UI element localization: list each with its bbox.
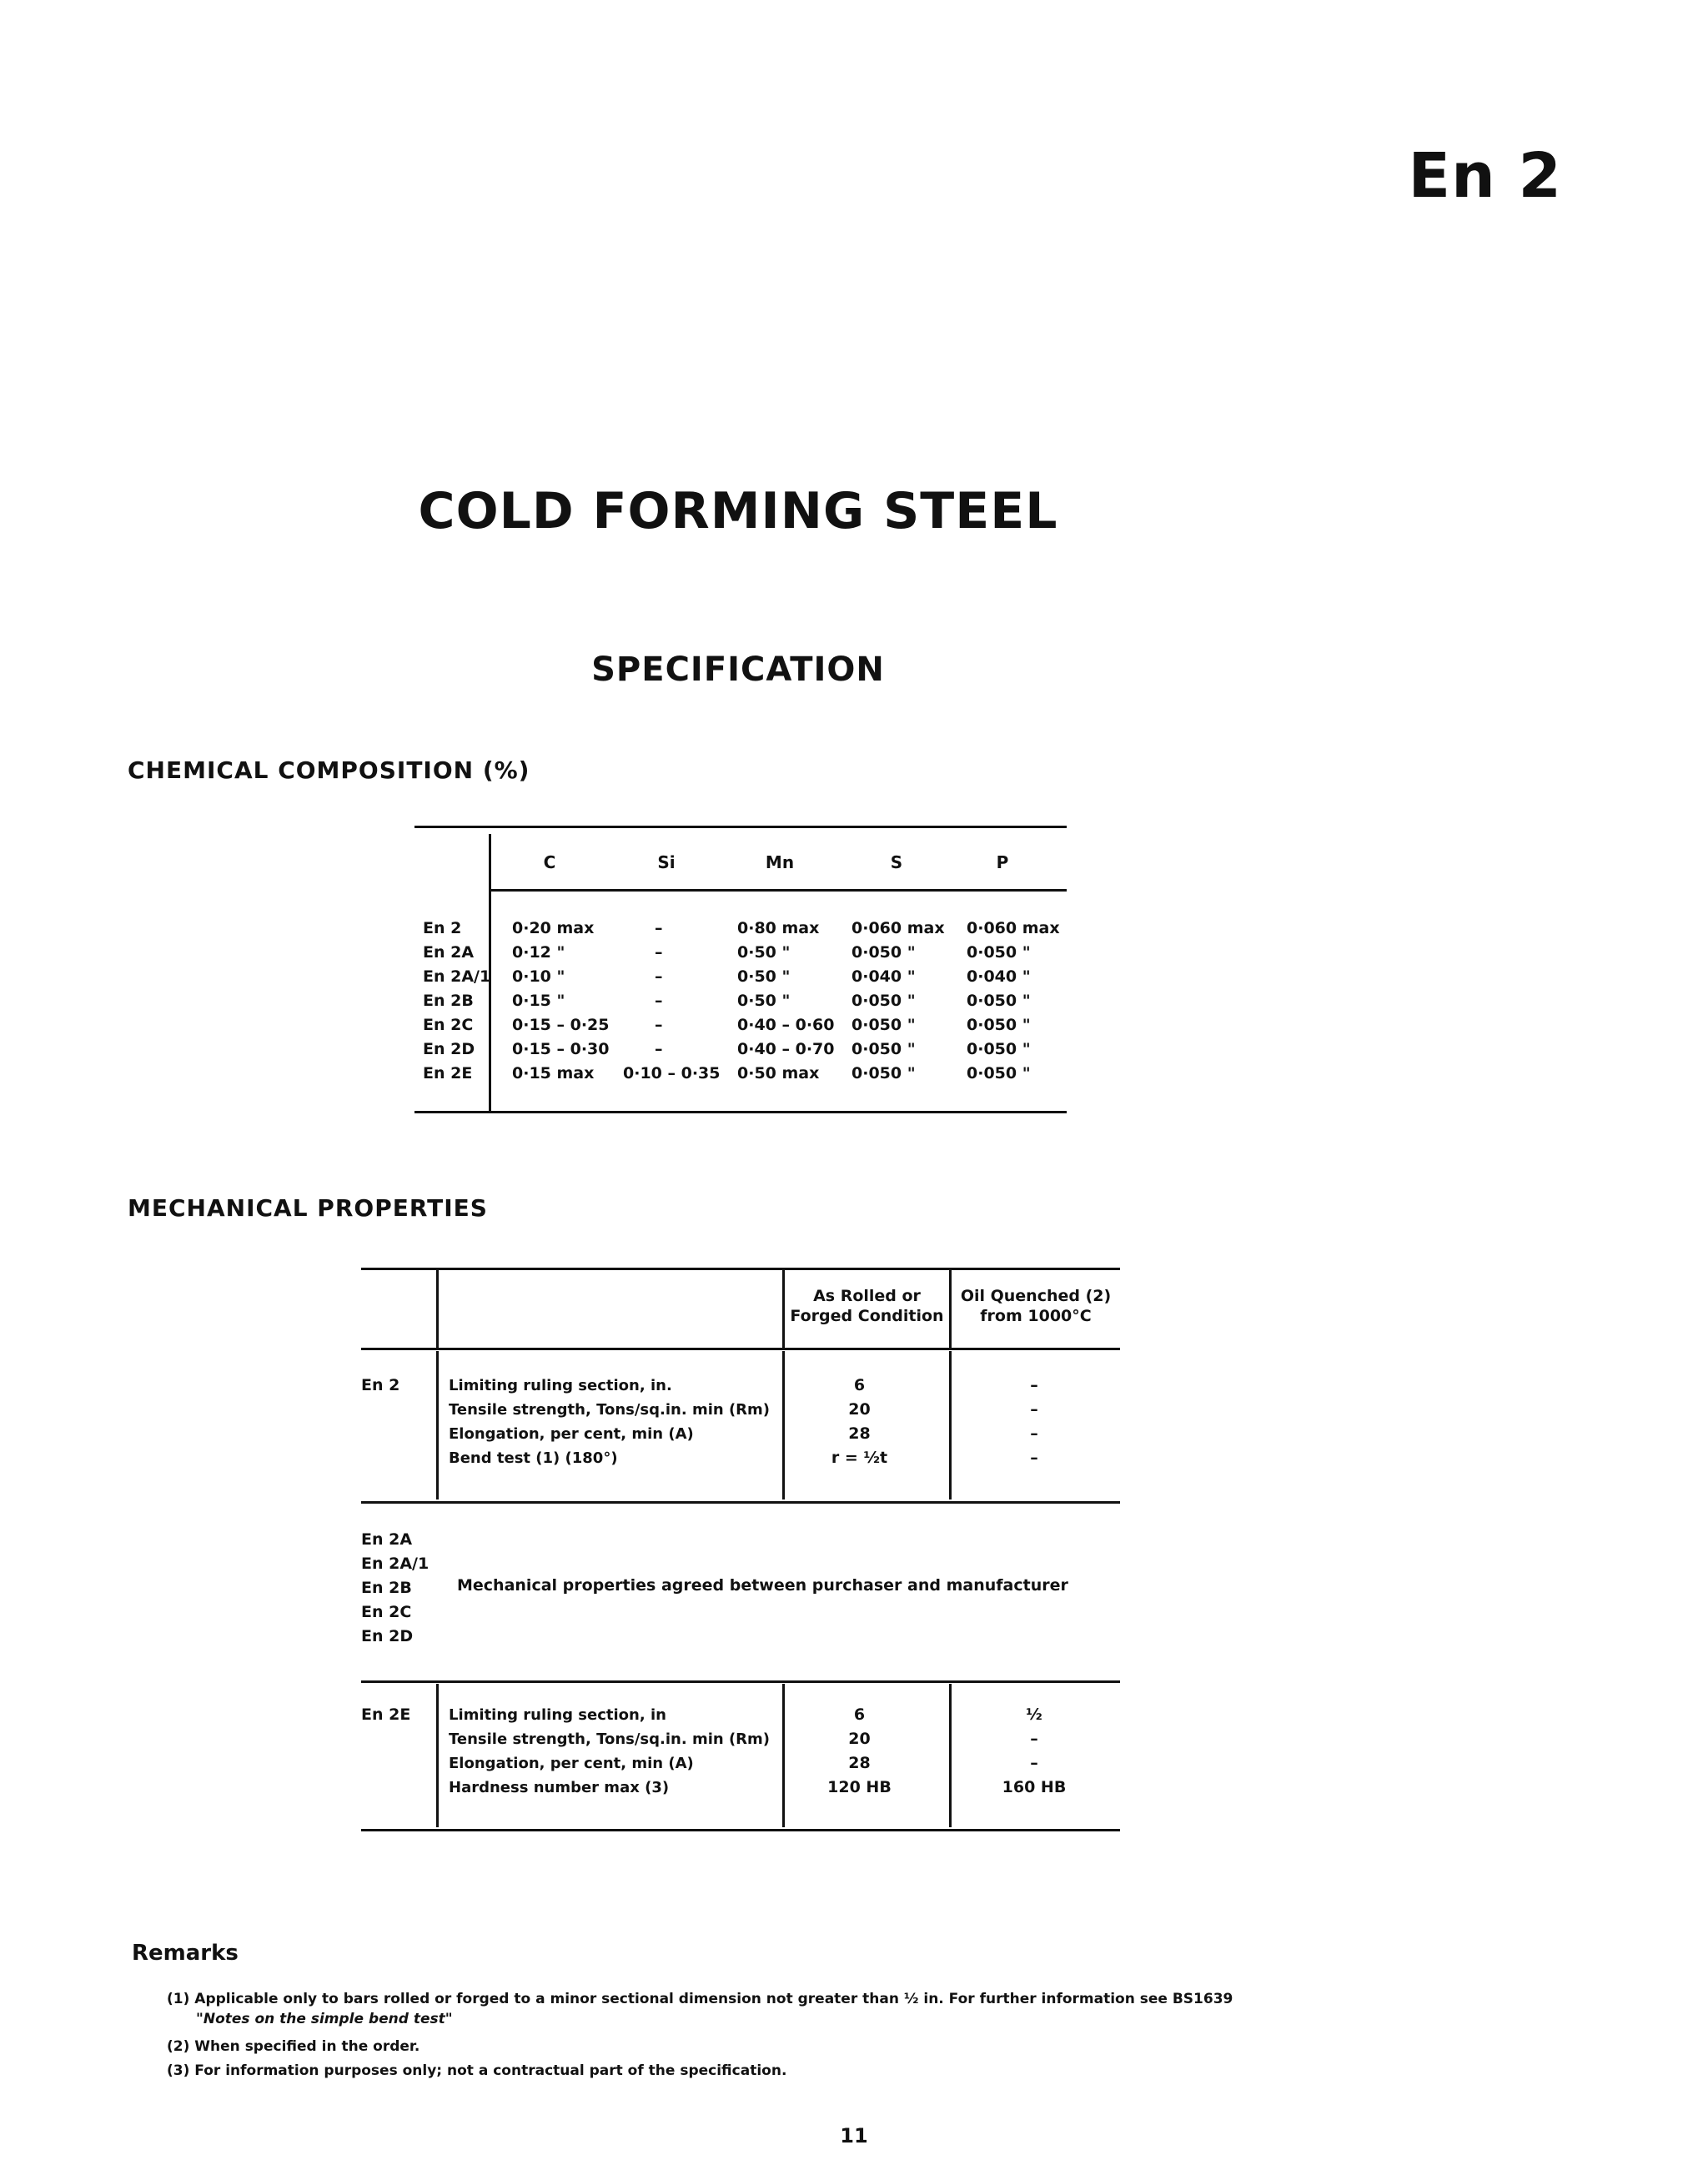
value-cell: – — [1030, 1730, 1038, 1748]
cell-s: 0·050 " — [851, 1016, 916, 1034]
cell-mn: 0·80 max — [737, 919, 820, 937]
property-label: Tensile strength, Tons/sq.in. min (Rm) — [449, 1401, 771, 1419]
grade-label: En 2B — [361, 1579, 412, 1597]
table-row — [414, 1064, 1067, 1088]
cell-p: 0·040 " — [967, 967, 1031, 986]
table-row — [414, 992, 1067, 1016]
oil-quenched-values — [951, 1703, 1118, 1800]
cell-c: 0·20 max — [512, 919, 595, 937]
cell-s: 0·060 max — [851, 919, 945, 937]
cell-grade: En 2B — [423, 992, 474, 1010]
value-cell: 6 — [853, 1376, 866, 1394]
table-row — [414, 943, 1067, 967]
grade-label: En 2C — [361, 1603, 412, 1621]
grade-label: En 2 — [361, 1376, 400, 1394]
chemical-composition-heading: CHEMICAL COMPOSITION (%) — [128, 756, 530, 784]
page-title: COLD FORMING STEEL — [418, 482, 1058, 540]
cell-grade: En 2A/1 — [423, 967, 491, 986]
table-rule-top — [414, 826, 1067, 828]
value-cell: – — [1030, 1400, 1038, 1419]
cell-mn: 0·40 – 0·60 — [737, 1016, 835, 1034]
table-rule-top — [361, 1268, 1120, 1270]
cell-p: 0·060 max — [967, 919, 1060, 937]
property-label: Hardness number max (3) — [449, 1779, 670, 1796]
grade-list — [361, 1528, 429, 1649]
table-rule-header — [490, 889, 1067, 892]
cell-si: – — [655, 943, 663, 962]
grade-code: En 2 — [1408, 140, 1562, 212]
value-cell: – — [1030, 1376, 1038, 1394]
cell-c: 0·15 " — [512, 992, 565, 1010]
value-cell: r = ½t — [831, 1449, 888, 1467]
cell-s: 0·050 " — [851, 943, 916, 962]
table-column-divider — [436, 1268, 439, 1348]
column-header-line: As Rolled or — [813, 1287, 921, 1305]
value-cell: 20 — [848, 1730, 871, 1748]
mechanical-properties-heading: MECHANICAL PROPERTIES — [128, 1194, 488, 1222]
property-label: Elongation, per cent, min (A) — [449, 1425, 694, 1443]
cell-grade: En 2E — [423, 1064, 473, 1083]
oil-quenched-values — [951, 1374, 1118, 1470]
cell-p: 0·050 " — [967, 992, 1031, 1010]
cell-mn: 0·50 " — [737, 992, 791, 1010]
property-list — [449, 1703, 770, 1800]
cell-mn: 0·40 – 0·70 — [737, 1040, 835, 1058]
merged-note: Mechanical properties agreed between purchaser and manufacturer — [457, 1576, 1068, 1595]
remarks-heading: Remarks — [132, 1941, 239, 1966]
grade-label: En 2E — [361, 1705, 411, 1724]
cell-s: 0·050 " — [851, 1040, 916, 1058]
property-label: Elongation, per cent, min (A) — [449, 1755, 694, 1772]
property-label: Limiting ruling section, in — [449, 1706, 666, 1724]
table-rule-block1 — [361, 1501, 1120, 1504]
cell-grade: En 2A — [423, 943, 475, 962]
column-header-s: S — [890, 852, 903, 872]
property-label: Limiting ruling section, in. — [449, 1377, 672, 1394]
cell-si: 0·10 – 0·35 — [623, 1064, 721, 1083]
column-header-c: C — [543, 852, 556, 872]
remark-3: (3) For information purposes only; not a contractual part of the specification. — [167, 2062, 787, 2079]
value-cell: – — [1030, 1754, 1038, 1772]
cell-s: 0·040 " — [851, 967, 916, 986]
section-heading: SPECIFICATION — [591, 651, 885, 689]
table-row — [414, 967, 1067, 992]
remark-1-continuation: "Notes on the simple bend test" — [196, 2011, 453, 2027]
grade-label: En 2A/1 — [361, 1555, 430, 1573]
mechanical-properties-table — [361, 1268, 1120, 1835]
table-rule-bottom — [414, 1111, 1067, 1113]
property-label: Tensile strength, Tons/sq.in. min (Rm) — [449, 1731, 771, 1748]
property-label: Bend test (1) (180°) — [449, 1449, 618, 1467]
table-column-divider — [436, 1351, 439, 1499]
cell-si: – — [655, 1016, 663, 1034]
cell-mn: 0·50 max — [737, 1064, 820, 1083]
cell-s: 0·050 " — [851, 1064, 916, 1083]
column-header-line: Oil Quenched (2) — [960, 1287, 1112, 1305]
grade-label: En 2A — [361, 1530, 413, 1549]
value-cell: – — [1030, 1424, 1038, 1443]
value-cell: 28 — [848, 1424, 871, 1443]
cell-c: 0·12 " — [512, 943, 565, 962]
cell-p: 0·050 " — [967, 1016, 1031, 1034]
table-row — [414, 1040, 1067, 1064]
cell-c: 0·15 – 0·25 — [512, 1016, 610, 1034]
chemical-composition-table — [414, 826, 1067, 1118]
cell-c: 0·15 max — [512, 1064, 595, 1083]
column-header-as-rolled — [785, 1286, 949, 1326]
column-header-p: P — [996, 852, 1009, 872]
value-cell: 160 HB — [1002, 1778, 1067, 1796]
cell-mn: 0·50 " — [737, 943, 791, 962]
column-header-mn: Mn — [765, 852, 795, 872]
column-header-si: Si — [657, 852, 676, 872]
table-rule-block2 — [361, 1680, 1120, 1683]
cell-si: – — [655, 1040, 663, 1058]
table-row — [414, 919, 1067, 943]
cell-p: 0·050 " — [967, 1064, 1031, 1083]
cell-c: 0·15 – 0·30 — [512, 1040, 610, 1058]
cell-grade: En 2D — [423, 1040, 475, 1058]
value-cell: 20 — [848, 1400, 871, 1419]
remark-2: (2) When specified in the order. — [167, 2038, 420, 2055]
cell-p: 0·050 " — [967, 1040, 1031, 1058]
cell-si: – — [655, 992, 663, 1010]
cell-c: 0·10 " — [512, 967, 565, 986]
property-list — [449, 1374, 770, 1470]
table-rule-header — [361, 1348, 1120, 1350]
value-cell: – — [1030, 1449, 1038, 1467]
table-row — [414, 1016, 1067, 1040]
table-rule-bottom — [361, 1829, 1120, 1831]
column-header-line: Forged Condition — [790, 1307, 944, 1325]
remark-1: (1) Applicable only to bars rolled or forged to a minor sectional dimension not greater than ½ in. For further information see BS1639 — [167, 1991, 1233, 2007]
cell-p: 0·050 " — [967, 943, 1031, 962]
cell-grade: En 2 — [423, 919, 462, 937]
page-number: 11 — [840, 2124, 868, 2147]
column-header-line: from 1000°C — [980, 1307, 1092, 1325]
cell-si: – — [655, 967, 663, 986]
as-rolled-values — [782, 1374, 937, 1470]
table-column-divider — [436, 1684, 439, 1827]
cell-s: 0·050 " — [851, 992, 916, 1010]
value-cell: 28 — [848, 1754, 871, 1772]
grade-label: En 2D — [361, 1627, 414, 1645]
value-cell: ½ — [1026, 1705, 1042, 1724]
column-header-oil-quenched — [952, 1286, 1120, 1326]
as-rolled-values — [782, 1703, 937, 1800]
value-cell: 120 HB — [827, 1778, 892, 1796]
cell-grade: En 2C — [423, 1016, 474, 1034]
cell-mn: 0·50 " — [737, 967, 791, 986]
value-cell: 6 — [853, 1705, 866, 1724]
cell-si: – — [655, 919, 663, 937]
